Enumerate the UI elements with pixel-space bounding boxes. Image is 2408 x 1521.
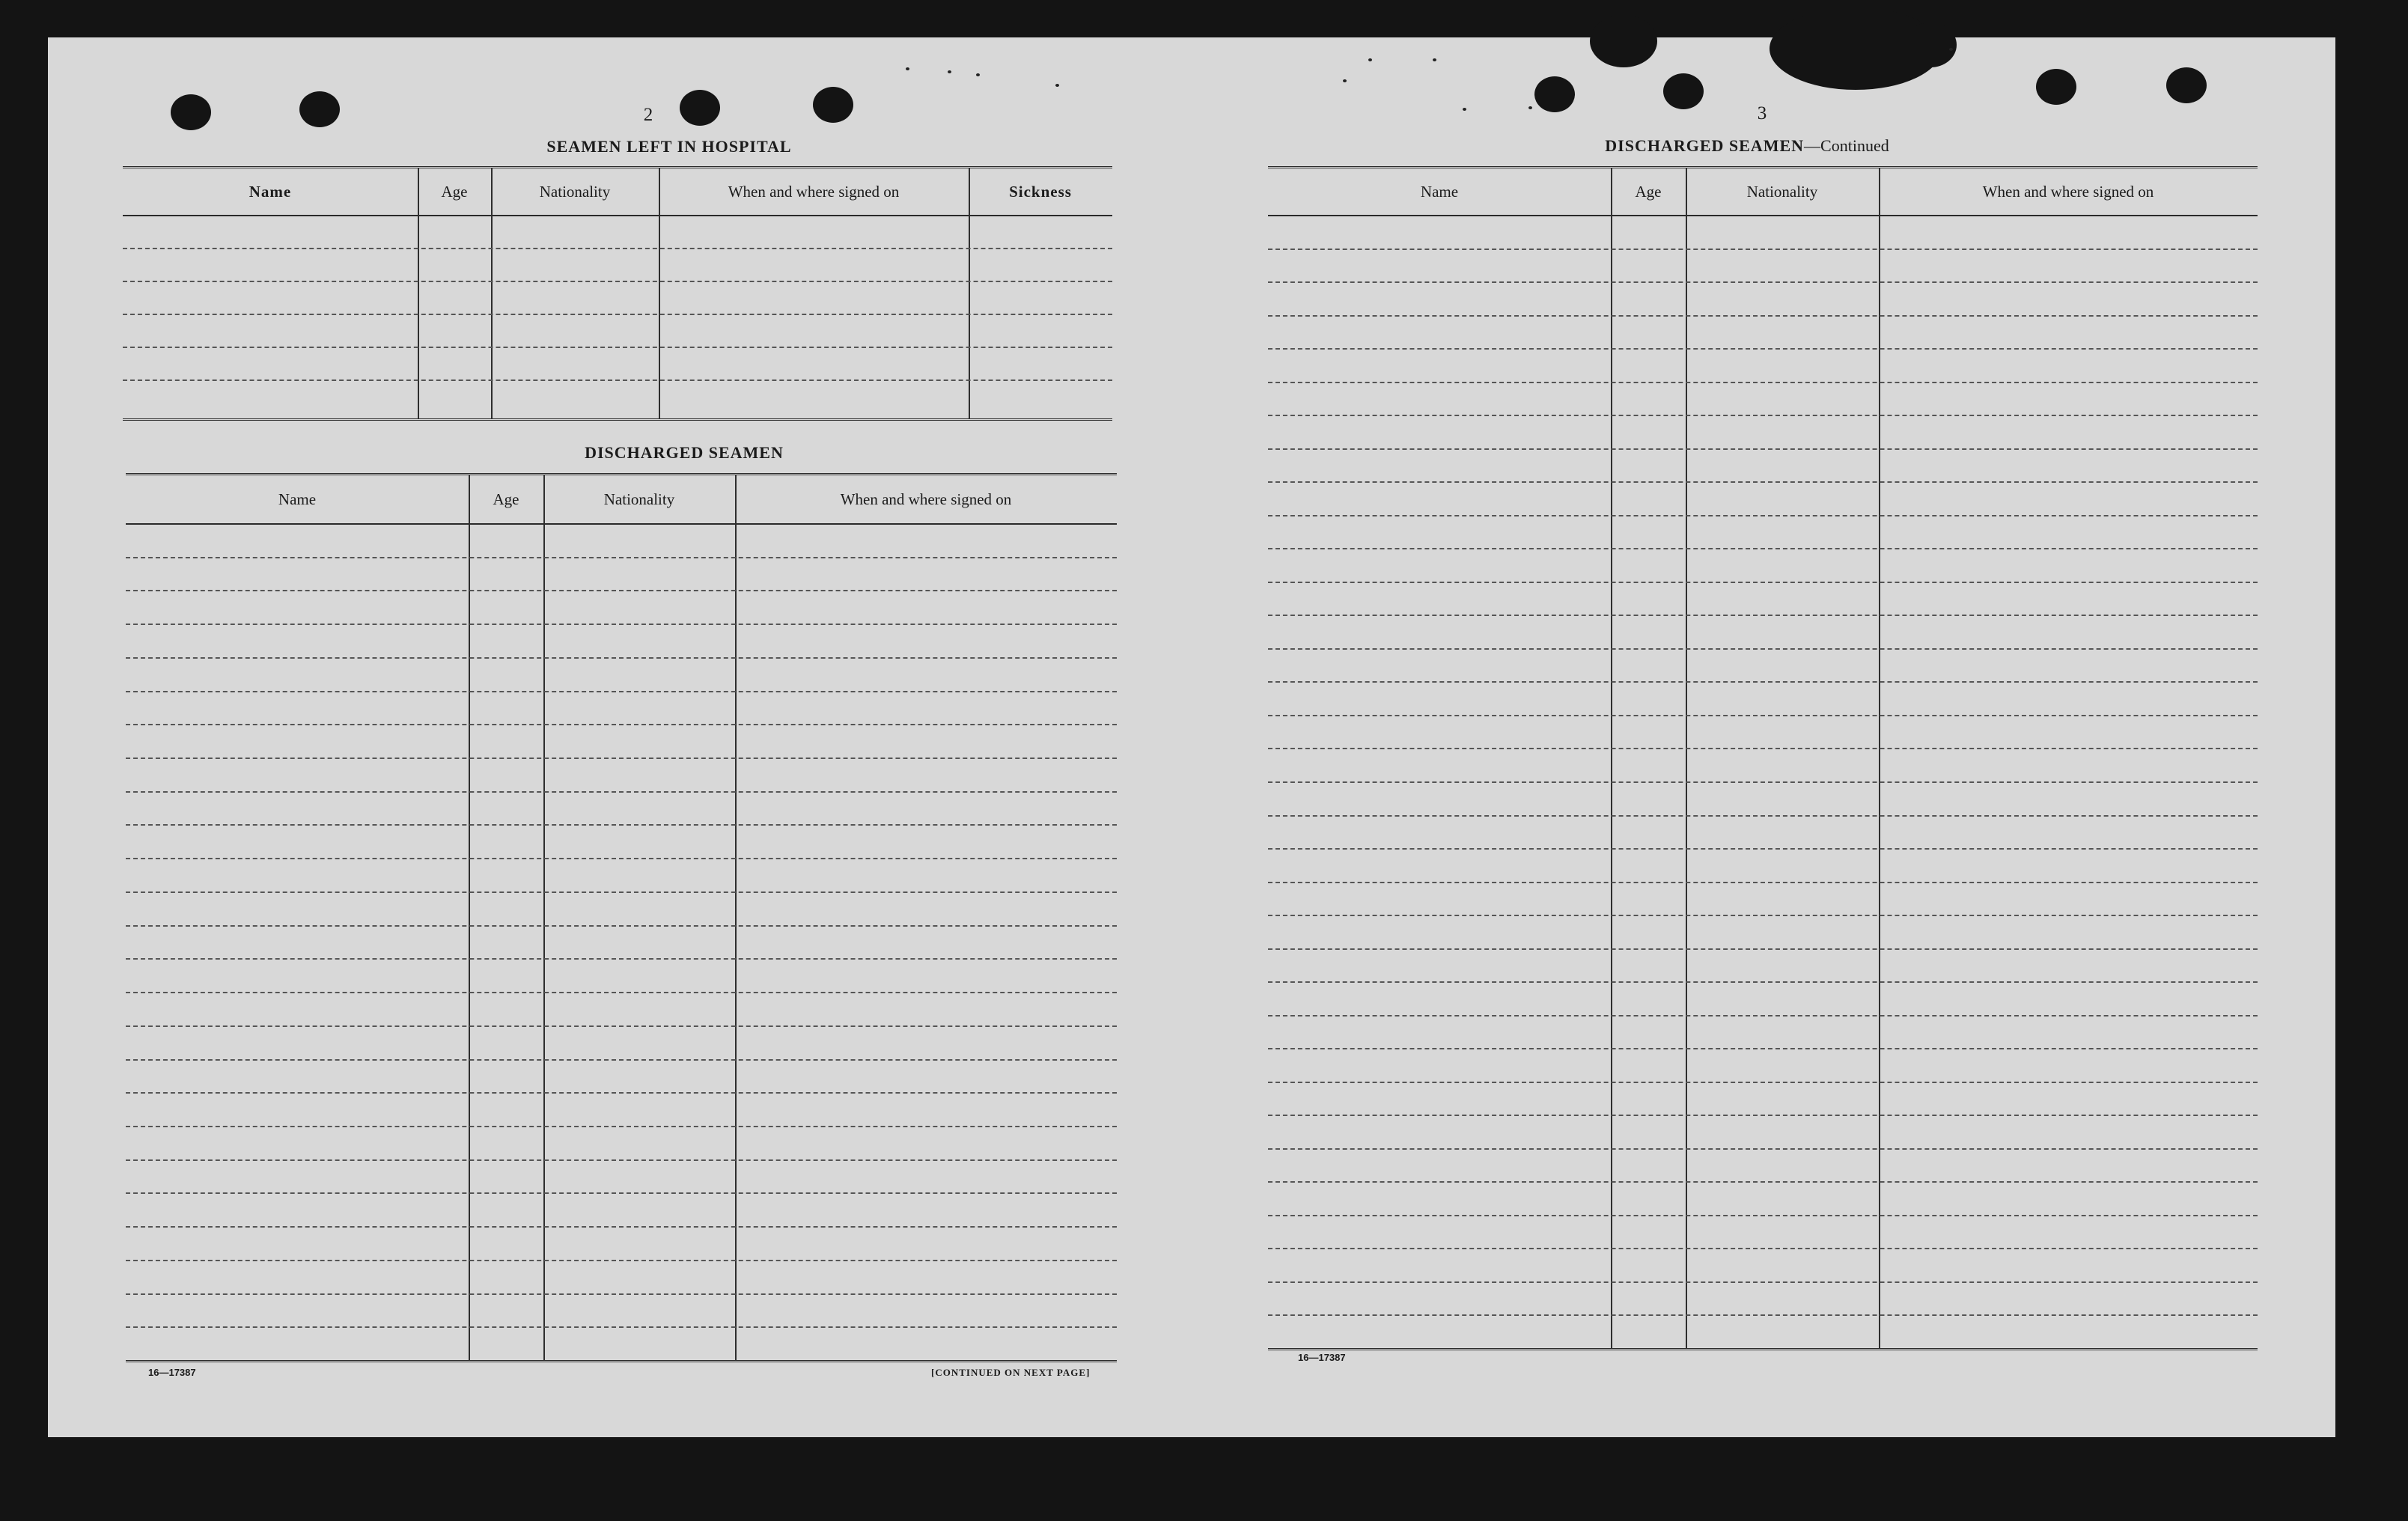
table-row	[126, 624, 1117, 625]
punch-hole	[1534, 76, 1575, 112]
table-row	[126, 758, 1117, 759]
table-row	[1268, 1248, 2258, 1249]
table-row	[1268, 582, 2258, 583]
table-row	[1268, 615, 2258, 616]
table-row	[1268, 249, 2258, 250]
hospital-table	[123, 166, 1112, 421]
paper-speck	[1343, 79, 1347, 82]
paper-speck	[1949, 48, 1953, 51]
table-row	[1268, 748, 2258, 749]
table-row	[123, 248, 1112, 249]
table-row	[126, 1159, 1117, 1161]
table-row	[126, 858, 1117, 859]
table-row	[1268, 348, 2258, 350]
col-header-nationality: Nationality	[1746, 182, 1818, 201]
table-row	[1268, 848, 2258, 850]
table-row	[126, 958, 1117, 960]
page-number-right: 3	[1757, 103, 1767, 124]
paper-speck	[1528, 106, 1532, 109]
table-row	[126, 824, 1117, 826]
col-header-nationality: Nationality	[539, 182, 611, 201]
table-row	[126, 992, 1117, 993]
punch-hole	[813, 87, 853, 123]
table-row	[126, 1059, 1117, 1061]
table-row	[123, 281, 1112, 282]
table-row	[1268, 648, 2258, 650]
table-row	[1268, 715, 2258, 716]
table-row	[123, 314, 1112, 315]
paper-speck	[1368, 58, 1372, 61]
discharged-rows	[126, 523, 1117, 1360]
discharged-continued-header	[1268, 168, 2258, 216]
paper-speck	[1055, 84, 1059, 87]
col-header-signed-on: When and where signed on	[840, 490, 1012, 508]
table-row	[126, 590, 1117, 591]
table-row	[1268, 1115, 2258, 1116]
hospital-table-header	[123, 168, 1112, 216]
col-header-age: Age	[441, 182, 468, 201]
punch-hole	[2036, 69, 2076, 105]
col-header-age: Age	[1635, 182, 1662, 201]
punch-hole	[2166, 67, 2207, 103]
table-row	[1268, 981, 2258, 983]
form-sheet	[48, 37, 2335, 1437]
table-row	[123, 347, 1112, 348]
table-row	[1268, 948, 2258, 950]
table-row	[126, 1260, 1117, 1261]
discharged-table-header	[126, 475, 1117, 525]
col-header-nationality: Nationality	[603, 490, 675, 508]
paper-damage	[1904, 22, 1957, 67]
form-number-left: 16—17387	[148, 1367, 196, 1378]
table-row	[126, 1326, 1117, 1328]
punch-hole	[680, 90, 720, 126]
col-header-name: Name	[278, 490, 317, 508]
table-row	[1268, 1015, 2258, 1016]
table-row	[126, 1092, 1117, 1094]
punch-hole	[299, 91, 340, 127]
table-row	[1268, 382, 2258, 383]
table-row	[126, 724, 1117, 725]
paper-speck	[976, 73, 980, 76]
discharged-table	[126, 473, 1117, 1362]
col-header-name: Name	[1420, 182, 1459, 201]
discharged-continued-title	[1373, 136, 2121, 156]
table-row	[1268, 415, 2258, 416]
discharged-continued-suffix: —Continued	[1804, 136, 1889, 155]
paper-speck	[1463, 108, 1466, 111]
punch-hole	[171, 94, 211, 130]
punch-hole	[1663, 73, 1704, 109]
paper-speck	[906, 67, 909, 70]
table-row	[1268, 781, 2258, 783]
col-header-sickness: Sickness	[1009, 182, 1072, 201]
table-row	[126, 691, 1117, 692]
discharged-section-title: DISCHARGED SEAMEN	[585, 443, 784, 462]
table-row	[126, 1226, 1117, 1228]
discharged-continued-title-main: DISCHARGED SEAMEN	[1605, 136, 1805, 155]
discharged-continued-table	[1268, 166, 2258, 1350]
table-row	[1268, 1181, 2258, 1183]
page-number-left: 2	[643, 105, 653, 125]
table-row	[126, 1126, 1117, 1127]
table-row	[1268, 882, 2258, 883]
table-row	[1268, 1148, 2258, 1150]
col-header-signed-on: When and where signed on	[1982, 182, 2154, 201]
table-row	[126, 925, 1117, 927]
table-row	[126, 657, 1117, 659]
table-row	[1268, 515, 2258, 516]
paper-speck	[948, 70, 951, 73]
continued-note: [CONTINUED ON NEXT PAGE]	[931, 1367, 1091, 1378]
table-row	[1268, 815, 2258, 817]
table-row	[126, 1293, 1117, 1295]
table-row	[1268, 448, 2258, 450]
table-row	[1268, 281, 2258, 283]
hospital-rows	[123, 215, 1112, 418]
table-row	[126, 557, 1117, 558]
col-header-signed-on: When and where signed on	[728, 182, 900, 201]
discharged-continued-rows	[1268, 215, 2258, 1348]
table-row	[1268, 1281, 2258, 1283]
table-row	[1268, 1048, 2258, 1049]
table-row	[126, 791, 1117, 793]
paper-damage	[1590, 15, 1657, 67]
col-header-name: Name	[249, 182, 292, 201]
col-header-age: Age	[493, 490, 519, 508]
table-row	[1268, 1215, 2258, 1216]
table-row	[126, 1192, 1117, 1194]
hospital-section-title: SEAMEN LEFT IN HOSPITAL	[546, 137, 792, 156]
table-row	[123, 380, 1112, 381]
table-row	[1268, 1082, 2258, 1083]
form-number-right: 16—17387	[1298, 1352, 1346, 1363]
table-row	[1268, 915, 2258, 916]
table-row	[1268, 681, 2258, 683]
table-row	[1268, 1314, 2258, 1316]
table-row	[1268, 548, 2258, 549]
table-row	[1268, 315, 2258, 317]
table-row	[1268, 481, 2258, 483]
table-row	[126, 891, 1117, 893]
table-row	[126, 1025, 1117, 1027]
paper-speck	[1433, 58, 1436, 61]
